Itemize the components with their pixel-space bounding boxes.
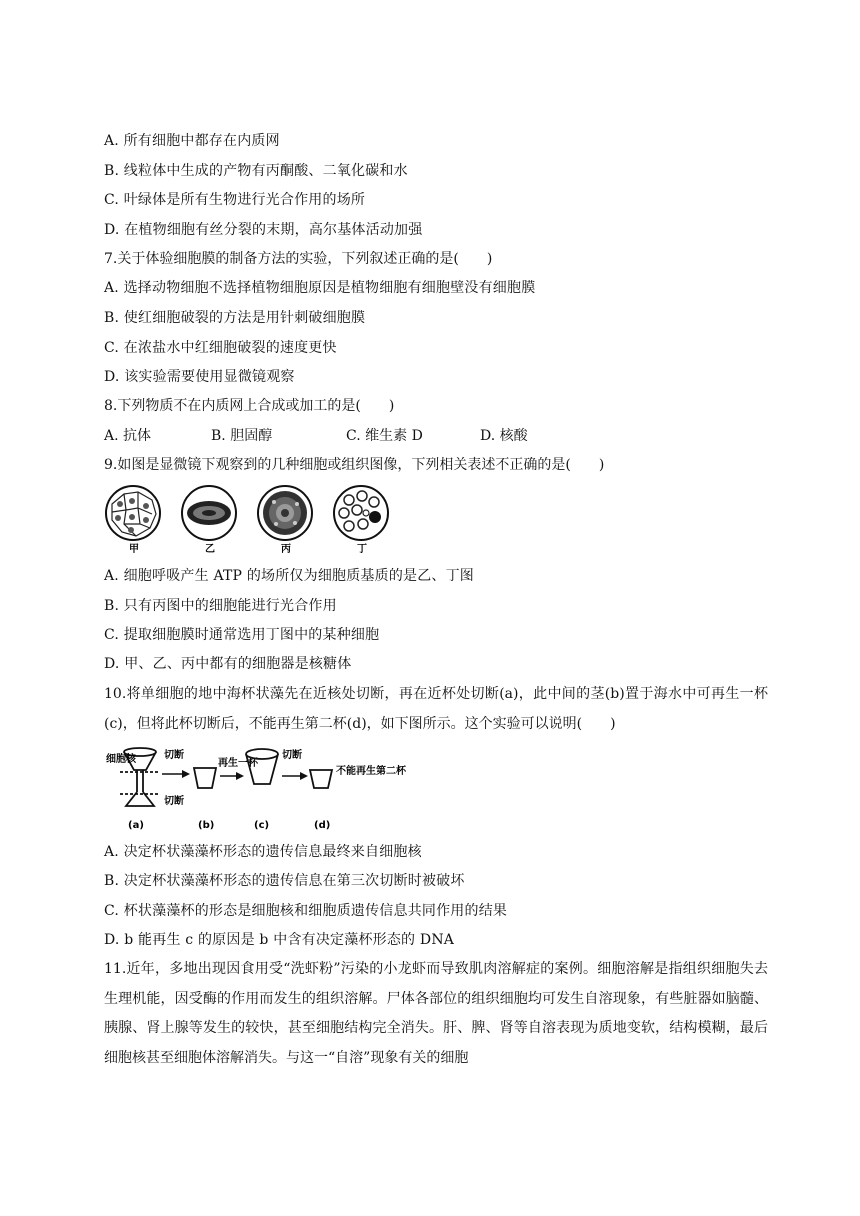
cell-image-bing <box>258 486 312 540</box>
fig-label-jia: 甲 <box>129 544 139 555</box>
q7-option-d: D. 该实验需要使用显微镜观察 <box>104 369 295 385</box>
q7-option-a: A. 选择动物细胞不选择植物细胞原因是植物细胞有细胞壁没有细胞膜 <box>104 280 536 296</box>
q10-figure <box>104 744 406 834</box>
label-nucleus: 细胞核 <box>106 754 136 765</box>
diagram-stage-b <box>194 768 216 788</box>
q9-stem: 9.如图是显微镜下观察到的几种细胞或组织图像，下列相关表述不正确的是( ) <box>104 457 605 473</box>
label-cut-2: 切断 <box>282 750 302 761</box>
label-regen: 再生一杯 <box>218 758 258 769</box>
q8-option-a: A. 抗体 <box>104 428 152 444</box>
q7-option-c: C. 在浓盐水中红细胞破裂的速度更快 <box>104 340 337 356</box>
q8-option-c: C. 维生素 D <box>346 428 423 444</box>
cell-image-ding <box>334 486 388 540</box>
q10-stem: 10.将单细胞的地中海杯状藻先在近核处切断，再在近杯处切断(a)，此中间的茎(b)置于海水中可再生一杯(c)，但将此杯切断后，不能再生第二杯(d)，如下图所示。这个实验可以说明( ) <box>104 686 768 732</box>
algae-experiment-diagram <box>104 744 406 834</box>
q6-option-c: C. 叶绿体是所有生物进行光合作用的场所 <box>104 192 366 208</box>
q11-stem: 11.近年，多地出现因食用受“洗虾粉”污染的小龙虾而导致肌肉溶解症的案例。细胞溶解是指组织细胞失去生理机能，因受酶的作用而发生的组织溶解。尸体各部位的组织细胞均可发生自溶现象，有些脏器如脑髓、胰腺、肾上腺等发生的较快，甚至细胞结构完全消失。肝、脾、肾等自溶表现为质地变软，结构模糊，最后细胞核甚至细胞体溶解消失。与这一“自溶”现象有关的细胞 <box>104 961 768 1066</box>
arrow-1-head <box>182 770 190 778</box>
caption-b: (b) <box>198 820 215 831</box>
q6-option-b: B. 线粒体中生成的产物有丙酮酸、二氧化碳和水 <box>104 163 408 179</box>
caption-c: (c) <box>254 820 270 831</box>
q10-option-c: C. 杯状藻藻杯的形态是细胞核和细胞质遗传信息共同作用的结果 <box>104 903 508 919</box>
caption-d: (d) <box>314 820 331 831</box>
q9-option-c: C. 提取细胞膜时通常选用丁图中的某种细胞 <box>104 627 380 643</box>
q7-option-b: B. 使红细胞破裂的方法是用针刺破细胞膜 <box>104 310 366 326</box>
q10-option-a: A. 决定杯状藻藻杯形态的遗传信息最终来自细胞核 <box>104 844 422 860</box>
q10-option-b: B. 决定杯状藻藻杯形态的遗传信息在第三次切断时被破坏 <box>104 873 465 889</box>
arrow-3-head <box>300 772 308 780</box>
q8-options <box>104 426 528 446</box>
fig-label-ding: 丁 <box>357 544 367 555</box>
fig-label-yi: 乙 <box>205 544 215 555</box>
q6-option-a: A. 所有细胞中都存在内质网 <box>104 133 280 149</box>
cell-image-yi <box>182 486 236 540</box>
q8-option-d: D. 核酸 <box>480 428 528 444</box>
q10-option-d: D. b 能再生 c 的原因是 b 中含有决定藻杯形态的 DNA <box>104 932 455 948</box>
cell-image-jia <box>106 486 160 540</box>
q8-stem: 8.下列物质不在内质网上合成或加工的是( ) <box>104 398 395 414</box>
diagram-stage-d <box>310 770 332 788</box>
q9-option-d: D. 甲、乙、丙中都有的细胞器是核糖体 <box>104 656 352 672</box>
q9-option-a: A. 细胞呼吸产生 ATP 的场所仅为细胞质基质的是乙、丁图 <box>104 568 475 584</box>
q9-option-b: B. 只有丙图中的细胞能进行光合作用 <box>104 598 337 614</box>
fig-label-bing: 丙 <box>281 544 291 555</box>
q6-option-d: D. 在植物细胞有丝分裂的末期，高尔基体活动加强 <box>104 222 423 238</box>
cell-images <box>104 484 414 556</box>
label-no-regen: 不能再生第二杯 <box>336 766 406 777</box>
q9-figure <box>104 484 414 556</box>
label-cut-1: 切断 <box>164 750 184 761</box>
arrow-2-head <box>236 772 244 780</box>
caption-a: (a) <box>128 820 144 831</box>
q8-option-b: B. 胆固醇 <box>211 428 273 444</box>
q7-stem: 7.关于体验细胞膜的制备方法的实验，下列叙述正确的是( ) <box>104 251 493 267</box>
label-cut-1b: 切断 <box>164 796 184 807</box>
